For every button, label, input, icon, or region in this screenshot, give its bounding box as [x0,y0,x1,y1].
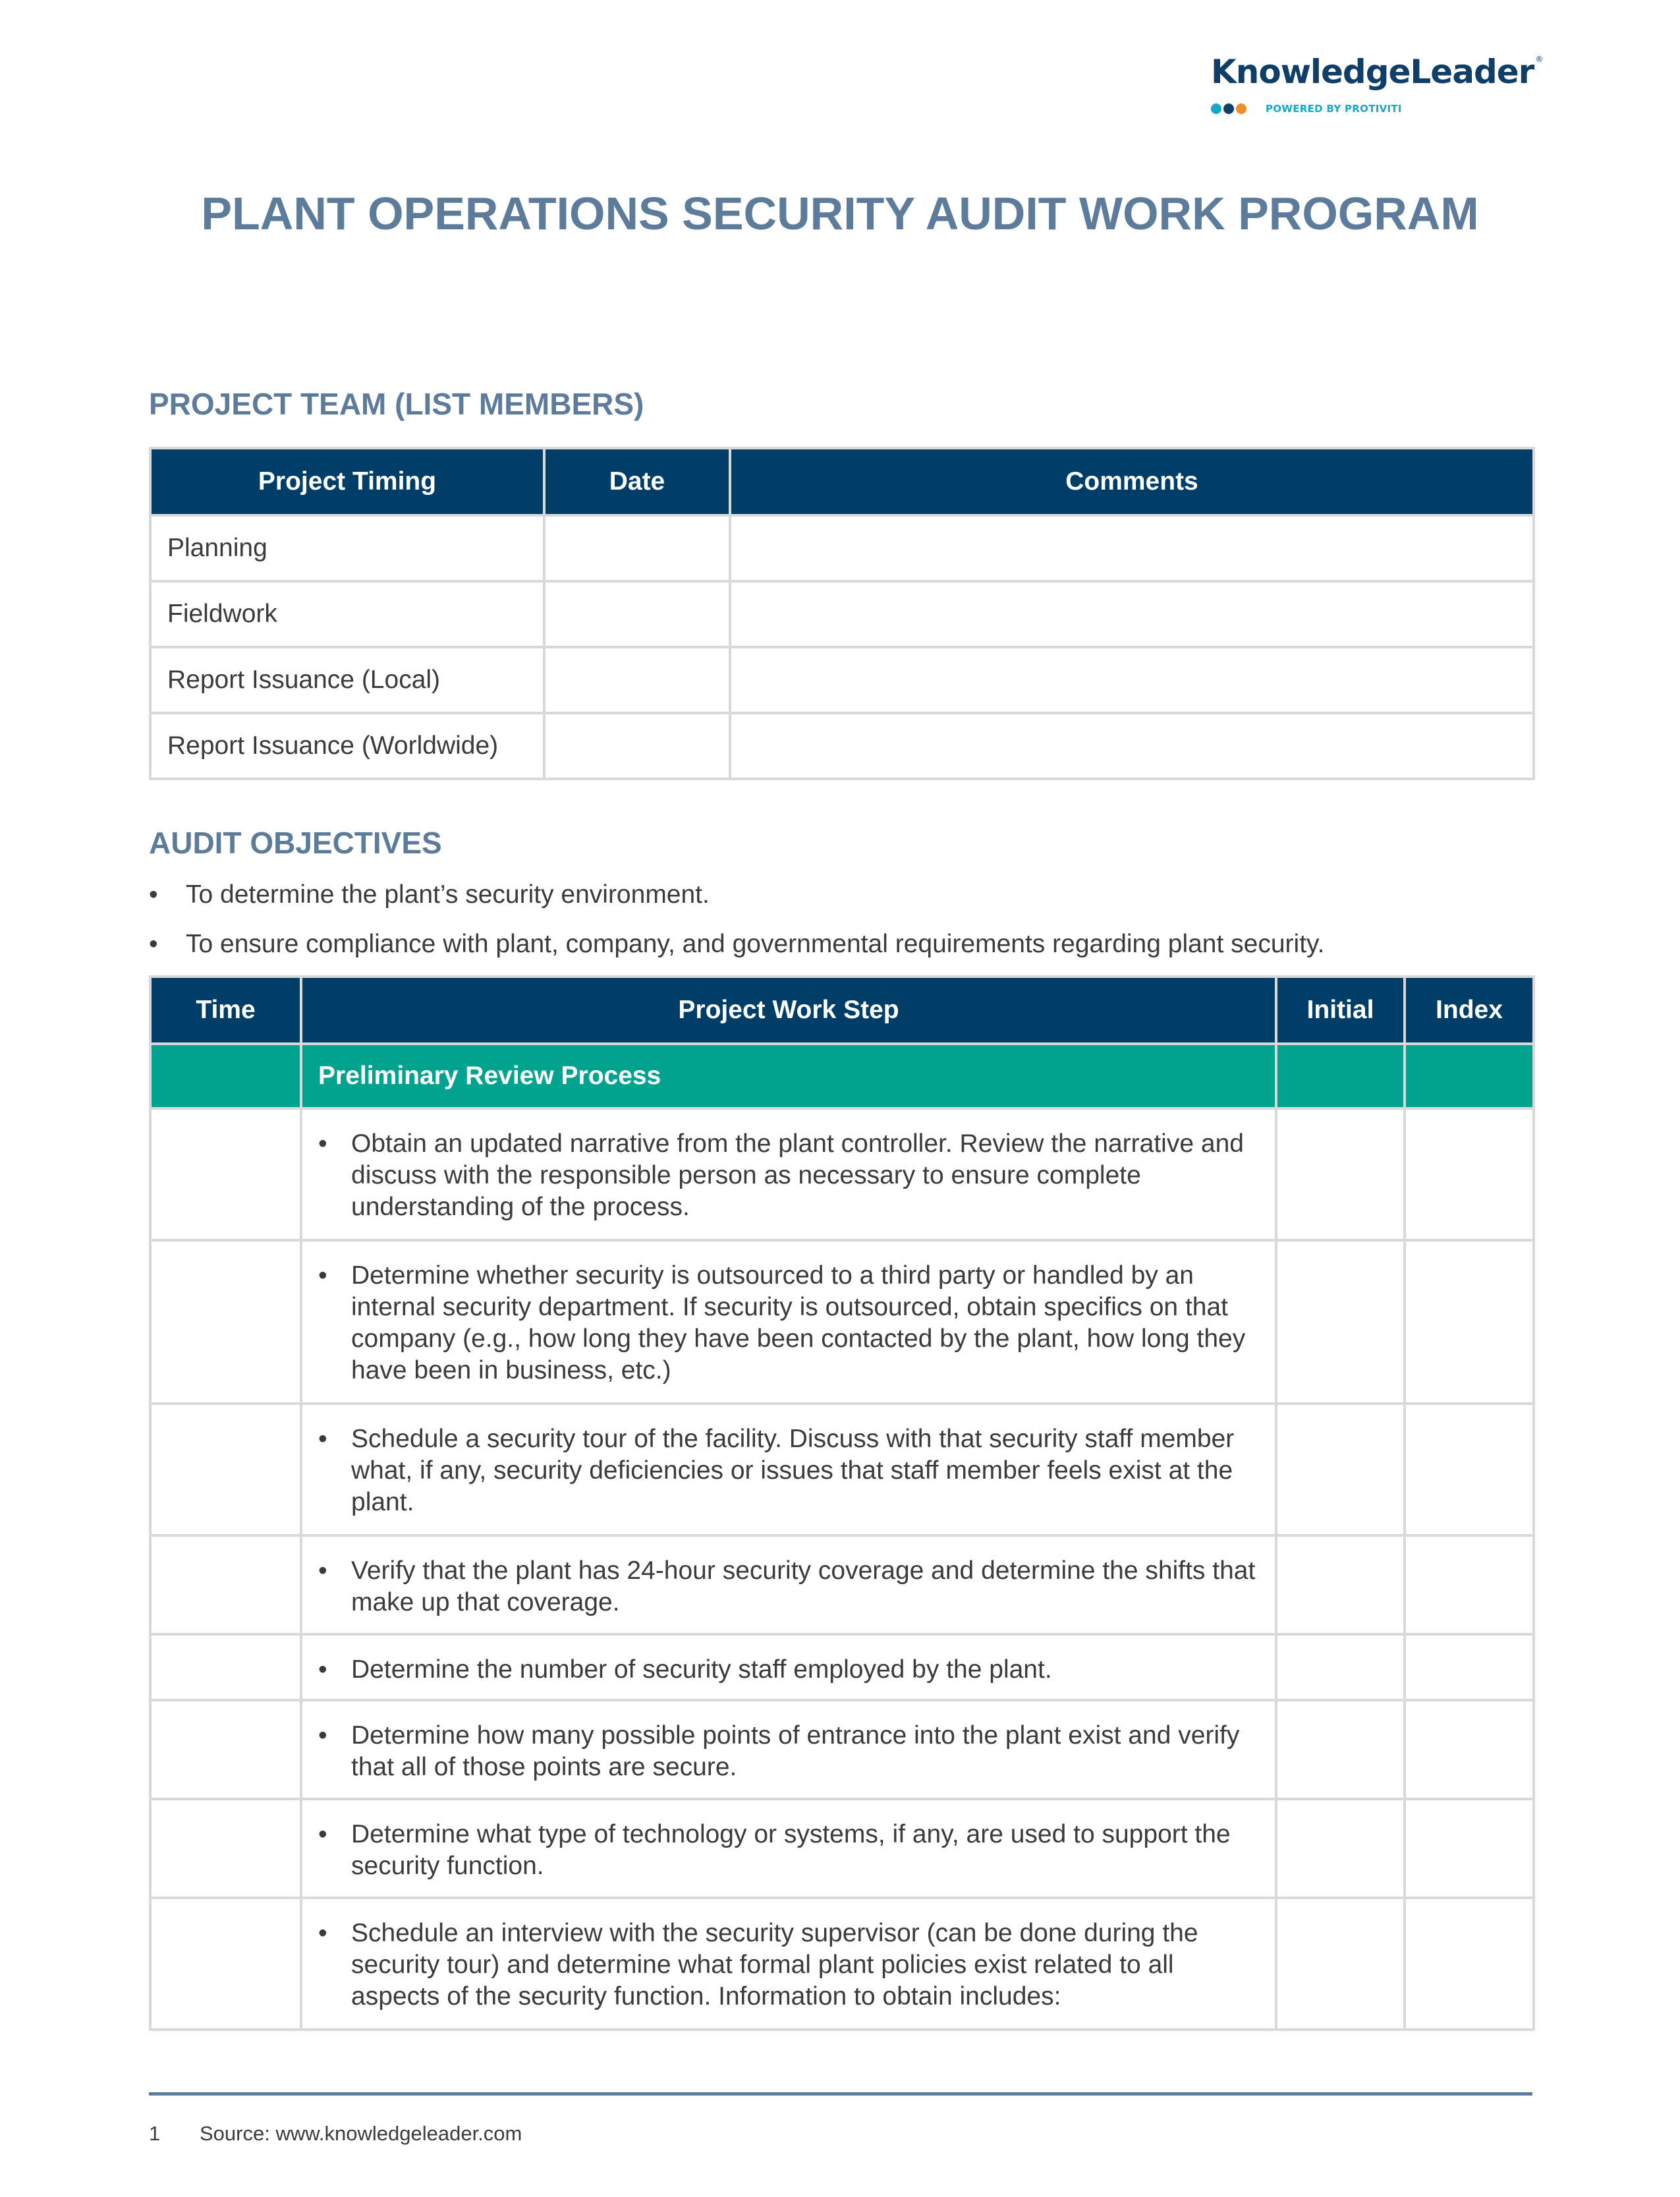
table-row [150,1404,1534,1535]
work-step-text: Obtain an updated narrative from the plant controller. Review the narrative and discuss with the responsible person as necessary to ensure complete understanding of the process. [351,1129,1244,1221]
comments-cell[interactable] [730,647,1534,713]
footer-divider [149,2092,1532,2096]
initial-cell[interactable] [1276,1108,1405,1240]
bullet-icon: • [149,880,158,909]
source-text: Source: www.knowledgeleader.com [200,2122,522,2145]
time-cell[interactable] [150,1404,301,1535]
column-header-time: Time [150,977,301,1044]
column-header-index: Index [1405,977,1534,1044]
list-item [149,928,1324,960]
logo-tagline: POWERED BY PROTIVITI [1266,103,1402,115]
time-cell[interactable] [150,1108,301,1240]
project-team-heading: PROJECT TEAM (LIST MEMBERS) [149,387,644,421]
initial-cell [1276,1044,1405,1108]
page-footer [149,2122,522,2146]
index-cell[interactable] [1405,1898,1534,2030]
initial-cell[interactable] [1276,1535,1405,1634]
bullet-icon: • [318,1655,327,1684]
timing-cell: Report Issuance (Local) [150,647,544,713]
time-cell[interactable] [150,1700,301,1799]
column-header-initial: Initial [1276,977,1405,1044]
table-row [150,1898,1534,2030]
index-cell[interactable] [1405,1108,1534,1240]
work-step-cell [301,1108,1276,1240]
time-cell[interactable] [150,1634,301,1700]
work-step-cell [301,1240,1276,1404]
logo-wordmark [1211,53,1543,91]
table-row [150,713,1534,779]
objective-text: To ensure compliance with plant, company, and governmental requirements regarding plant security. [186,930,1325,958]
list-item [149,879,1324,911]
time-cell[interactable] [150,1535,301,1634]
table-row [150,647,1534,713]
column-header-work-step: Project Work Step [301,977,1276,1044]
initial-cell[interactable] [1276,1799,1405,1898]
bullet-icon: • [318,1820,327,1848]
initial-cell[interactable] [1276,1240,1405,1404]
work-step-text: Verify that the plant has 24-hour security coverage and determine the shifts that make up that coverage. [351,1556,1256,1616]
work-step-text: Schedule a security tour of the facility. Discuss with that security staff member what, if any, security deficiencies or issues that staff member feels exist at the plant. [351,1425,1235,1516]
table-row [150,581,1534,647]
work-step-cell [301,1898,1276,2030]
work-step-text: Determine what type of technology or systems, if any, are used to support the security function. [351,1820,1231,1880]
logo-tagline-row [1211,103,1540,115]
knowledgeleader-logo [1211,53,1543,115]
work-step-cell [301,1799,1276,1898]
logo-dot-icon [1236,103,1246,114]
section-row [150,1044,1534,1108]
bullet-icon: • [149,930,158,958]
work-step-cell [301,1634,1276,1700]
page-number: 1 [149,2122,161,2145]
section-title: Preliminary Review Process [301,1044,1276,1108]
column-header-comments: Comments [730,448,1534,515]
bullet-icon: • [318,1721,327,1750]
timing-cell: Fieldwork [150,581,544,647]
page-title: PLANT OPERATIONS SECURITY AUDIT WORK PROGRAM [201,188,1479,239]
initial-cell[interactable] [1276,1634,1405,1700]
initial-cell[interactable] [1276,1404,1405,1535]
comments-cell[interactable] [730,713,1534,779]
table-row [150,1535,1534,1634]
initial-cell[interactable] [1276,1898,1405,2030]
table-row [150,1108,1534,1240]
index-cell [1405,1044,1534,1108]
work-step-cell [301,1404,1276,1535]
table-row [150,515,1534,581]
table-header-row [150,977,1534,1044]
bullet-icon: • [318,1129,327,1158]
work-program-table [149,975,1535,2031]
date-cell[interactable] [544,515,730,581]
bullet-icon: • [318,1261,327,1290]
timing-cell: Report Issuance (Worldwide) [150,713,544,779]
date-cell[interactable] [544,713,730,779]
objective-text: To determine the plant’s security environment. [186,880,710,909]
logo-dot-icon [1211,103,1221,114]
index-cell[interactable] [1405,1404,1534,1535]
work-step-text: Determine the number of security staff employed by the plant. [351,1655,1052,1684]
time-cell [150,1044,301,1108]
table-row [150,1799,1534,1898]
column-header-project-timing: Project Timing [150,448,544,515]
work-step-text: Determine how many possible points of entrance into the plant exist and verify that all of those points are secure. [351,1721,1240,1781]
comments-cell[interactable] [730,581,1534,647]
audit-objectives-list [149,879,1324,978]
work-step-cell [301,1700,1276,1799]
logo-wordmark-text: KnowledgeLeader [1211,53,1534,91]
comments-cell[interactable] [730,515,1534,581]
project-timing-table [149,447,1535,780]
time-cell[interactable] [150,1799,301,1898]
bullet-icon: • [318,1919,327,1947]
index-cell[interactable] [1405,1240,1534,1404]
table-row [150,1240,1534,1404]
table-header-row [150,448,1534,515]
column-header-date: Date [544,448,730,515]
audit-objectives-heading: AUDIT OBJECTIVES [149,826,442,860]
work-step-cell [301,1535,1276,1634]
time-cell[interactable] [150,1240,301,1404]
index-cell[interactable] [1405,1634,1534,1700]
logo-dot-icon [1223,103,1234,114]
bullet-icon: • [318,1556,327,1585]
timing-cell: Planning [150,515,544,581]
work-step-text: Determine whether security is outsourced to a third party or handled by an internal security department. If security is outsourced, obtain specifics on that company (e.g., how long they have been contacted by the plant, how long they have been in business, etc.) [351,1261,1246,1384]
table-row [150,1700,1534,1799]
time-cell[interactable] [150,1898,301,2030]
date-cell[interactable] [544,581,730,647]
initial-cell[interactable] [1276,1700,1405,1799]
work-step-text: Schedule an interview with the security supervisor (can be done during the security tour) and determine what formal plant policies exist related to all aspects of the security function. Information to obtain includes: [351,1919,1198,2011]
bullet-icon: • [318,1425,327,1453]
index-cell[interactable] [1405,1700,1534,1799]
index-cell[interactable] [1405,1535,1534,1634]
table-row [150,1634,1534,1700]
index-cell[interactable] [1405,1799,1534,1898]
registered-mark: ® [1535,55,1543,64]
date-cell[interactable] [544,647,730,713]
